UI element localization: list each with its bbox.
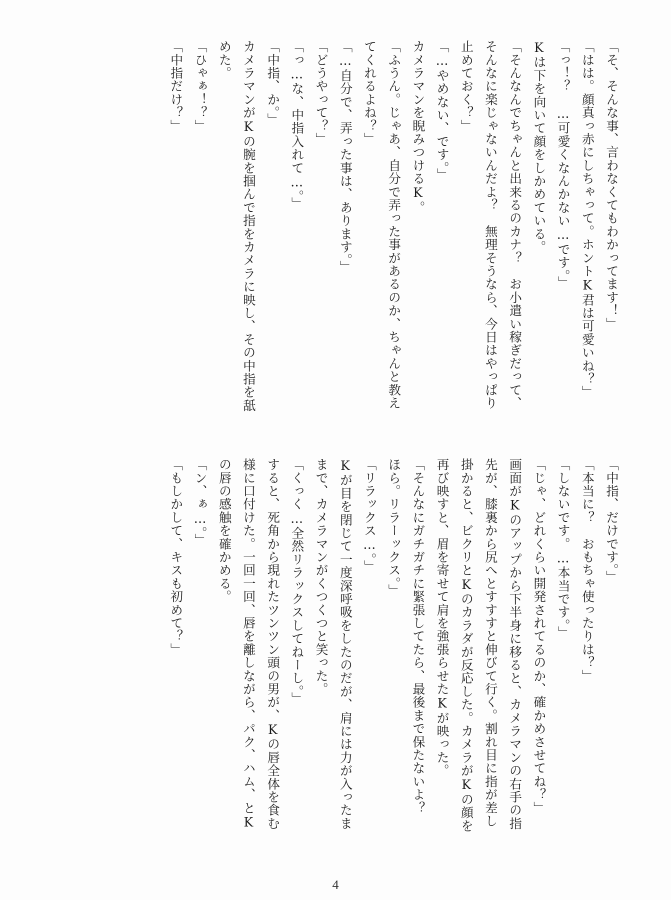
text-line: 「くっく…全然リラックスしてねーし。」 — [289, 458, 305, 705]
text-line: まで、カメラマンがくつくつと笑った。 — [313, 458, 329, 696]
text-line: 「…自分で、弄った事は、あります。」 — [337, 40, 353, 274]
text-block-top — [44, 40, 623, 450]
text-line: Kは下を向いて顔をしかめている。 — [531, 40, 547, 254]
text-line: 様に口付けた。一回一回、唇を離しながら、パク、ハム、とK — [240, 458, 256, 830]
text-block-bottom — [44, 458, 623, 858]
text-line: めた。 — [216, 40, 232, 80]
text-line: 「そんなんでちゃんと出来るのカナ？ お小遣い稼ぎだって、 — [507, 40, 523, 410]
text-line: 「しないです。…本当です。」 — [555, 458, 571, 639]
text-line: そんなに楽じゃないんだよ？ 無理そうなら、今日はやっぱり — [482, 40, 498, 410]
text-line: 「中指、だけです。」 — [604, 458, 619, 584]
text-line: 先が、膝裏から尻へとすすすと伸びて行く。割れ目に指が差し — [482, 458, 498, 828]
text-line: カメラマンを睨みつけるK。 — [410, 40, 426, 214]
text-line: 「そ、そんな事、言わなくてもわかってます！」 — [604, 40, 619, 331]
text-line: 「ン、ぁ…。」 — [192, 458, 208, 547]
text-line: 「…やめない、です。」 — [434, 40, 450, 182]
text-line: の唇の感触を確かめる。 — [216, 458, 232, 604]
text-line: 「どうやって？」 — [313, 40, 329, 146]
text-line: 「もしかして、キスも初めて？」 — [168, 458, 184, 656]
text-line: 「ひゃぁ！？」 — [192, 40, 208, 133]
text-line: 「っ…な、中指入れて…。」 — [289, 40, 305, 211]
text-line: 「ふうん。じゃあ、自分で弄った事があるのか、ちゃんと教え — [386, 40, 402, 410]
text-line: カメラマンがKの腕を掴んで指をカメラに映し、その中指を舐 — [240, 40, 256, 412]
text-line: てくれるよね？」 — [361, 40, 377, 146]
text-line: 掛かると、ビクリとKのカラダが反応した。カメラがKの顔を — [458, 458, 474, 833]
page-number: 4 — [332, 877, 339, 892]
text-line: 止めておく？」 — [458, 40, 474, 133]
text-line: Kが目を閉じて一度深呼吸をしたのだが、肩には力が入ったま — [337, 458, 353, 830]
text-line: 「っ！？ …可愛くなんかない…です。」 — [555, 40, 571, 290]
text-line: 「中指だけ？」 — [168, 40, 184, 133]
text-line: 「じゃ、どれくらい開発されてるのか、確かめさせてね？」 — [531, 458, 547, 815]
text-line: 「本当に？ おもちゃ使ったりは？」 — [579, 458, 595, 683]
text-line: 画面がKのアップから下半身に移ると、カメラマンの右手の指 — [507, 458, 523, 830]
text-line: 「リラックス…。」 — [361, 458, 377, 573]
text-line: 再び映すと、眉を寄せて肩を強張らせたKが映った。 — [434, 458, 450, 778]
text-line: 「はは。顔真っ赤にしちゃって。ホントK君は可愛いね？」 — [579, 40, 595, 399]
text-line: ほら。リラーックス。」 — [386, 458, 402, 597]
text-line: すると、死角から現れたツンツン頭の男が、Kの唇全体を食む — [265, 458, 281, 830]
text-line: 「中指、か。」 — [265, 40, 281, 127]
text-line: 「そんなにガチガチに緊張してたら、最後まで保たないよ？ — [410, 458, 426, 815]
